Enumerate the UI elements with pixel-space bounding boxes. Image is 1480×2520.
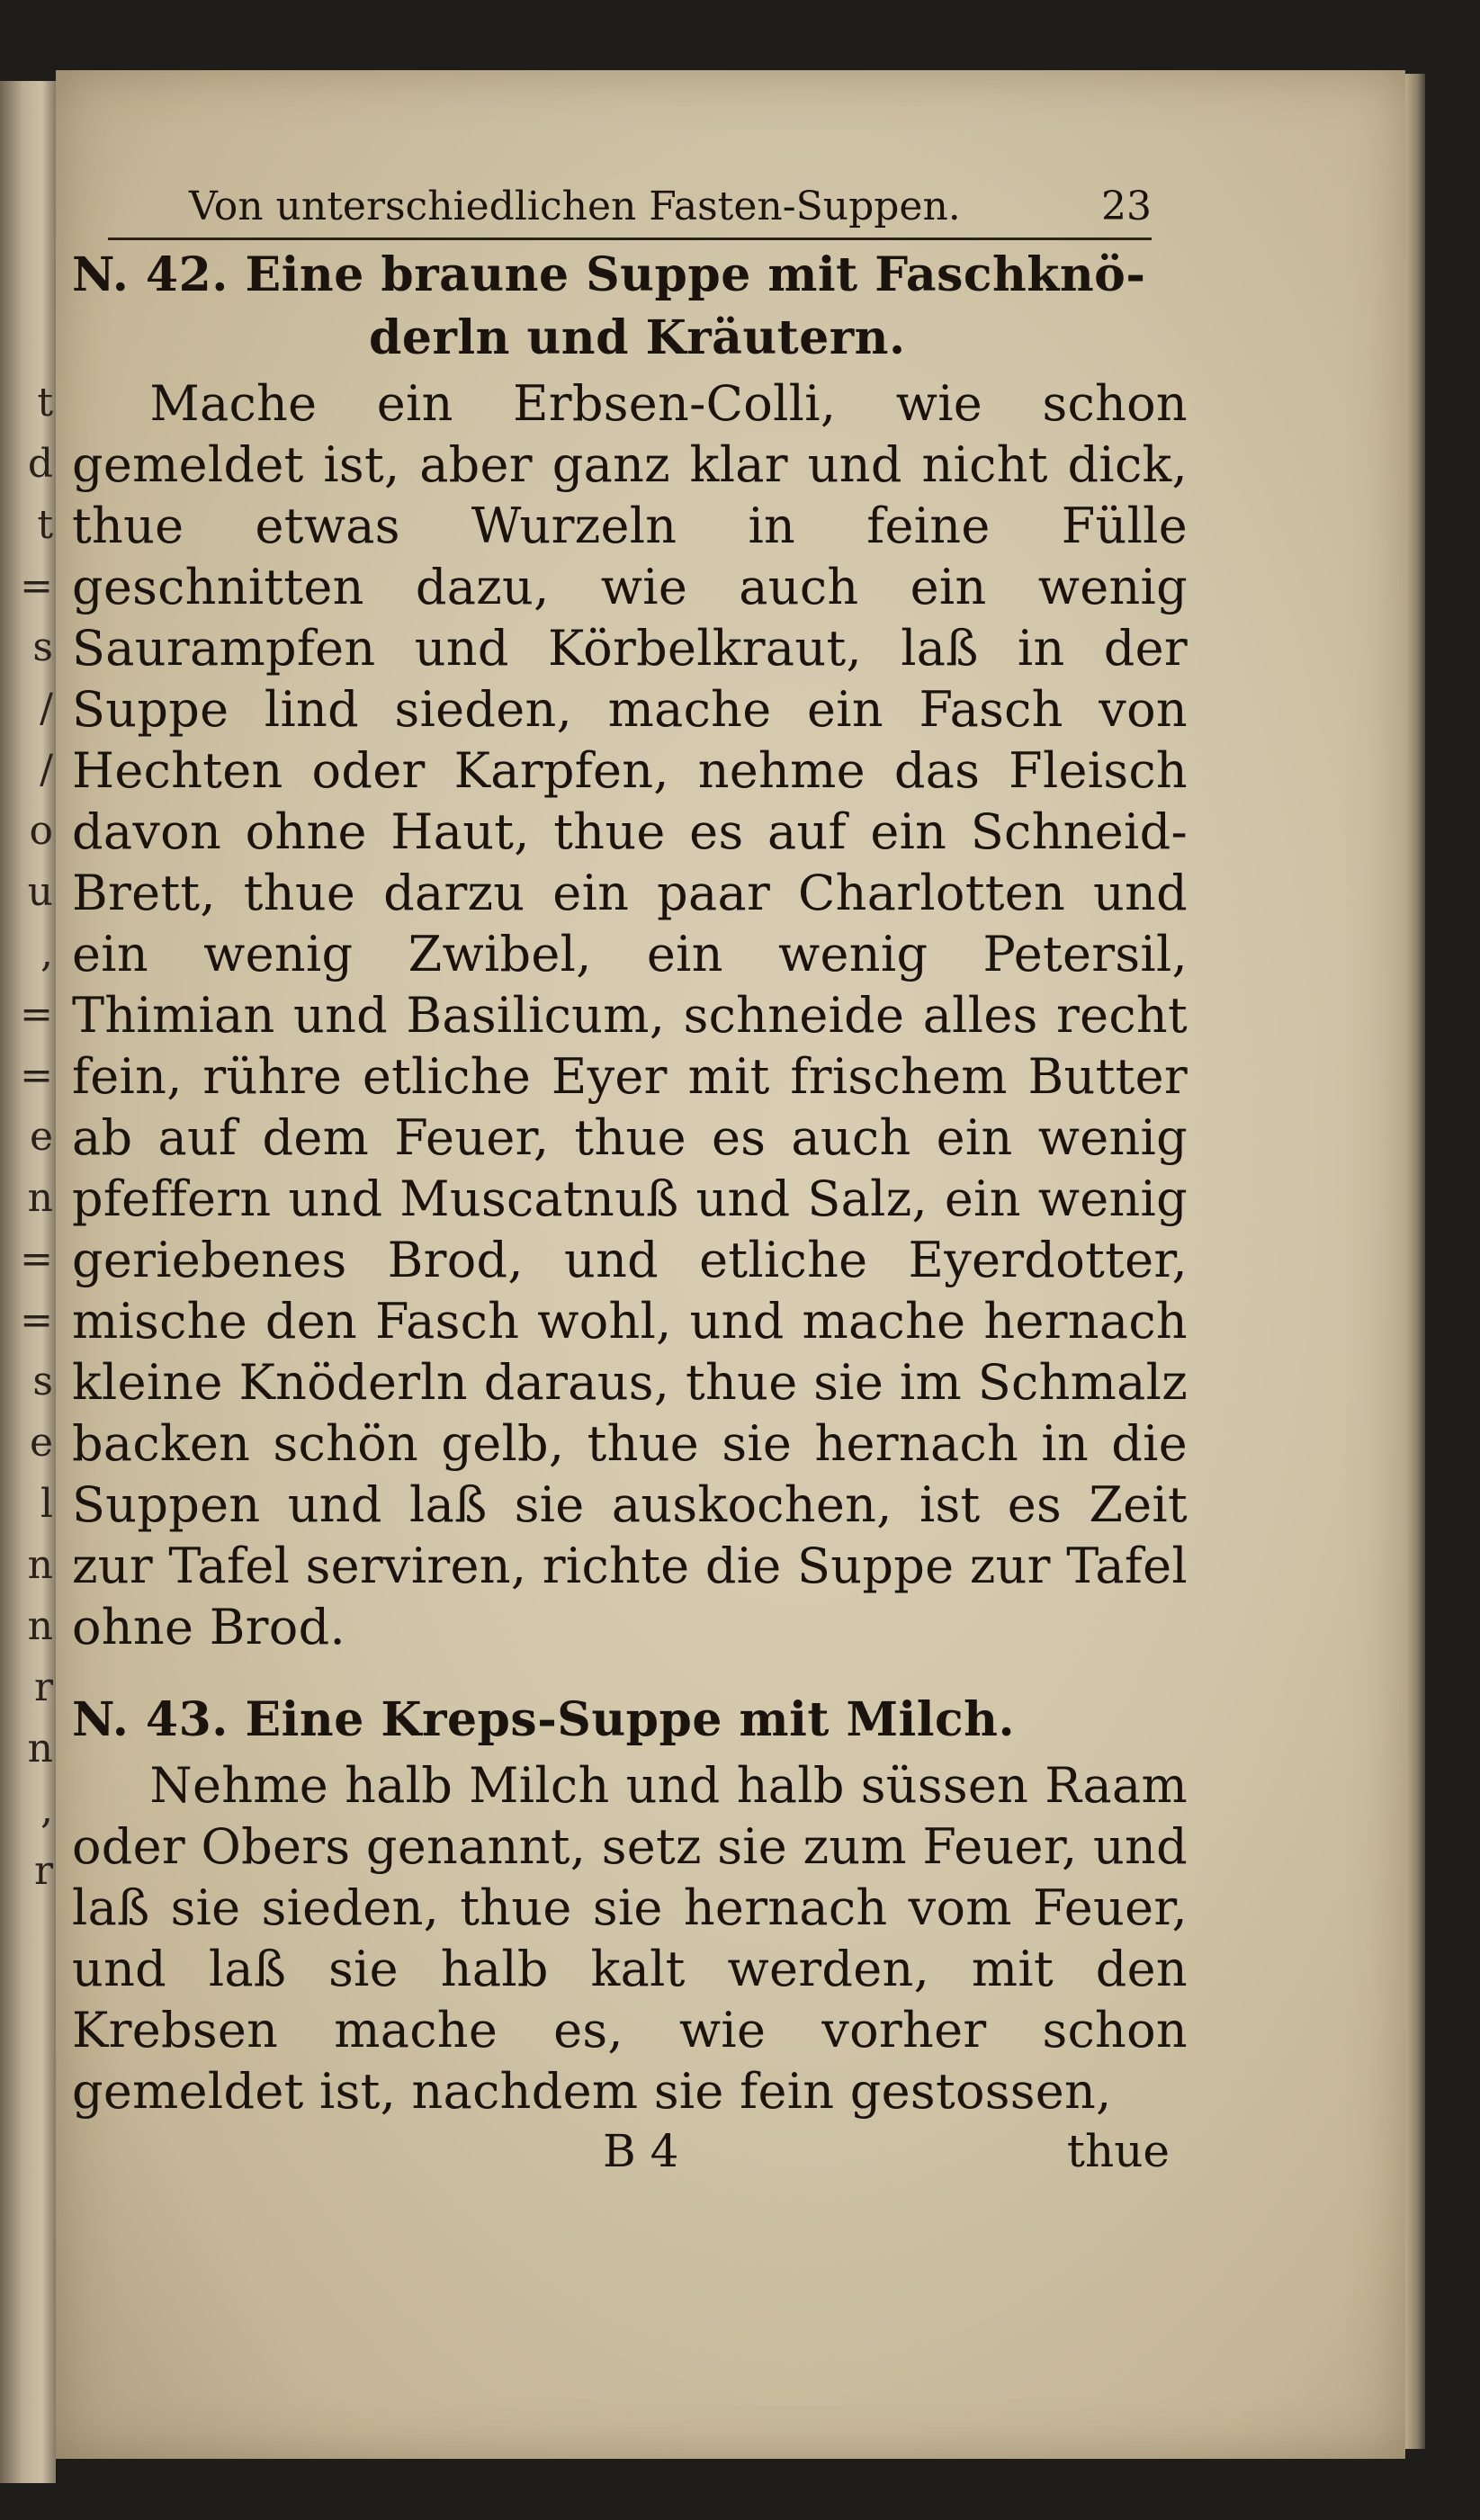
facing-page-fragment: n bbox=[27, 1726, 53, 1771]
facing-page-edge bbox=[0, 81, 56, 2483]
page-footer bbox=[72, 2122, 1188, 2180]
facing-page-fragment: r bbox=[33, 1664, 53, 1710]
recipe-42-title-line2: derln und Kräutern. bbox=[369, 310, 906, 365]
page-content bbox=[72, 180, 1188, 2180]
facing-page-fragment: / bbox=[40, 686, 53, 731]
facing-page-fragment: e bbox=[29, 1420, 53, 1466]
header-rule bbox=[108, 238, 1152, 240]
facing-page-fragment: n bbox=[27, 1542, 53, 1588]
facing-page-fragment: = bbox=[20, 1297, 53, 1343]
facing-page-fragment: n bbox=[27, 1603, 53, 1649]
facing-page-fragment: d bbox=[27, 441, 53, 487]
facing-page-fragment: , bbox=[40, 930, 53, 976]
facing-page-fragment: = bbox=[20, 991, 53, 1037]
recipe-43-title: Eine Kreps-Suppe mit Milch. bbox=[245, 1692, 1016, 1747]
facing-page-fragment: o bbox=[29, 808, 53, 854]
running-head bbox=[72, 180, 1188, 234]
page-stack-edge bbox=[1405, 74, 1425, 2449]
recipe-43-body: Nehme halb Milch und halb süssen Raam oder Obers genannt, setz sie zum Feuer, und laß sie sieden, thue sie hernach vom Feuer, und laß sie halb kalt werden, mit den Krebsen mache es, wie vorher schon gemeldet ist, nachdem sie fein gestossen, bbox=[72, 1757, 1188, 2120]
recipe-43-heading bbox=[72, 1690, 1188, 1750]
facing-page-fragment: t bbox=[37, 502, 53, 548]
page-number: 23 bbox=[1101, 184, 1152, 229]
recipe-43-number: N. 43. bbox=[72, 1692, 229, 1747]
facing-page-fragment: t bbox=[37, 380, 53, 426]
facing-page-fragment: / bbox=[40, 747, 53, 793]
facing-page-fragment: = bbox=[20, 563, 53, 609]
recipe-42-body: Mache ein Erbsen-Colli, wie schon gemeldet ist, aber ganz klar und nicht dick, thue etwas Wurzeln in feine Fülle geschnitten dazu, wie auch ein wenig Saurampfen und Körbelkraut, laß in der Suppe lind sieden, mache ein Fasch von Hechten oder Karpfen, nehme das Fleisch davon ohne Haut, thue es auf ein Schneid-Brett, thue darzu ein paar Charlotten und ein wenig Zwibel, ein wenig Petersil, Thimian und Basilicum, schneide alles recht fein, rühre etliche Eyer mit frischem Butter ab auf dem Feuer, thue es auch ein wenig pfeffern und Muscatnuß und Salz, ein wenig geriebenes Brod, und etliche Eyerdotter, mische den Fasch wohl, und mache hernach kleine Knöderln daraus, thue sie im Schmalz backen schön gelb, thue sie hernach in die Suppen und laß sie auskochen, ist es Zeit zur Tafel serviren, richte die Suppe zur Tafel ohne Brod. bbox=[72, 375, 1188, 1655]
facing-page-fragment: n bbox=[27, 1175, 53, 1221]
recipe-42-number: N. 42. bbox=[72, 247, 229, 302]
catchword: thue bbox=[1066, 2125, 1170, 2177]
running-head-title: Von unterschiedlichen Fasten-Suppen. bbox=[189, 184, 961, 229]
signature-mark: B 4 bbox=[603, 2125, 679, 2177]
facing-page-fragment: , bbox=[40, 1787, 53, 1833]
facing-page-fragment: s bbox=[32, 624, 53, 670]
facing-page-fragment: u bbox=[27, 869, 53, 915]
facing-page-fragment: = bbox=[20, 1053, 53, 1099]
facing-page-fragment: s bbox=[32, 1359, 53, 1404]
recipe-42-heading bbox=[72, 246, 1188, 305]
facing-page-fragment: l bbox=[40, 1481, 53, 1527]
facing-page-fragment: r bbox=[33, 1848, 53, 1894]
facing-page-fragment: = bbox=[20, 1236, 53, 1282]
recipe-42-title-line1: Eine braune Suppe mit Faschknö- bbox=[245, 247, 1146, 302]
facing-page-fragment: e bbox=[29, 1114, 53, 1160]
